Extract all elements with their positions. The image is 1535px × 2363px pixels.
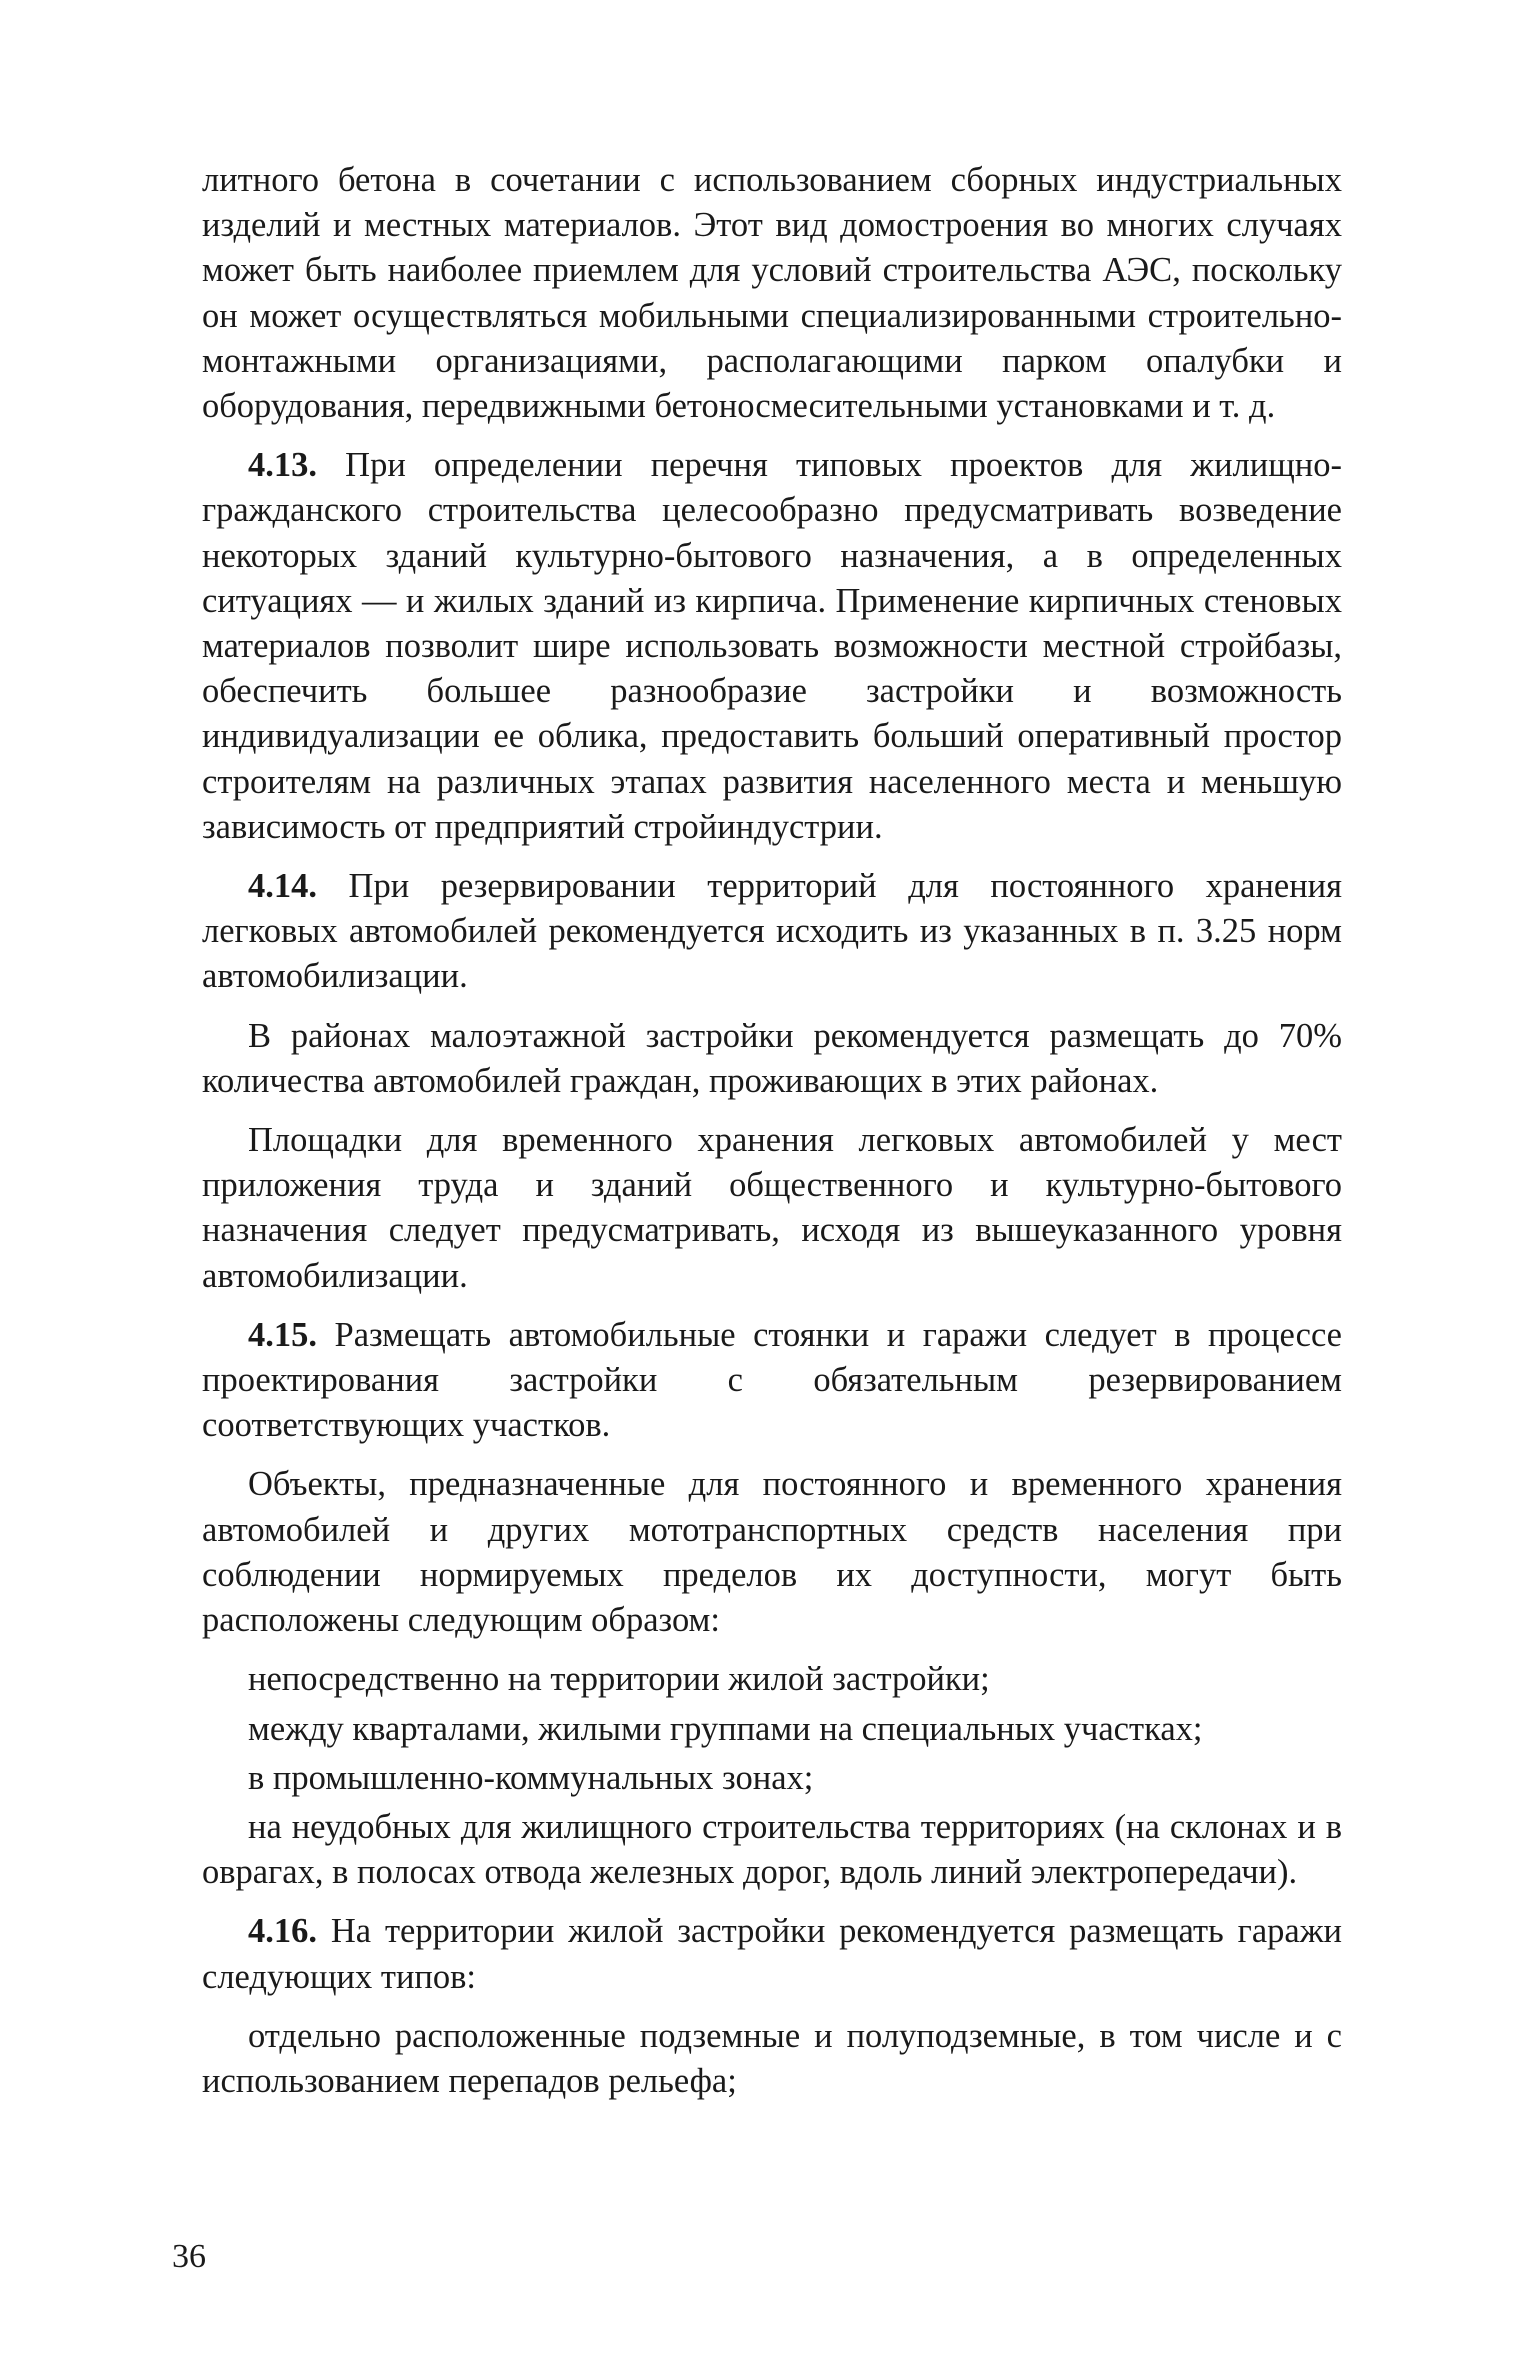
section-number: 4.14. — [248, 867, 317, 906]
paragraph-continuation: литного бетона в сочетании с использованием сборных индустриальных изделий и местных материалов. Этот вид домостроения во многих случаях может быть наиболее приемлем для условий строительства АЭС, поскольку он может осуществляться мобильными специализированными строительно-монтажными организациями, располагающими парком опалубки и оборудования, передвижными бетоносмесительными установками и т. д. — [202, 161, 1342, 426]
paragraph-storage-objects: Объекты, предназначенные для постоянного и временного хранения автомобилей и других мототранспортных средств населения при соблюдении нормируемых пределов их доступности, могут быть расположены следующим образом: — [202, 1465, 1342, 1640]
list-item: непосредственно на территории жилой застройки; — [248, 1660, 990, 1699]
document-page — [202, 158, 1342, 2108]
section-number: 4.13. — [248, 446, 317, 485]
section-4-13 — [202, 443, 1342, 850]
section-text: При определении перечня типовых проектов для жилищно-гражданского строительства целесообразно предусматривать возведение некоторых зданий культурно-бытового назначения, а в определенных ситуациях — и жилых зданий из кирпича. Применение кирпичных стеновых материалов позволит шире использовать возможности местной стройбазы, обеспечить большее разнообразие застройки и возможность индивидуализации ее облика, предоставить больший оперативный простор строителям на различных этапах развития населенного места и меньшую зависимость от предприятий стройиндустрии. — [202, 446, 1342, 846]
list-item: на неудобных для жилищного строительства территориях (на склонах и в оврагах, в полосах отвода железных дорог, вдоль линий электропередачи). — [202, 1807, 1342, 1892]
section-4-16 — [202, 1909, 1342, 1999]
paragraph-temporary-parking: Площадки для временного хранения легковых автомобилей у мест приложения труда и зданий общественного и культурно-бытового назначения следует предусматривать, исходя из вышеуказанного уровня автомобилизации. — [202, 1121, 1342, 1295]
list-item: между кварталами, жилыми группами на специальных участках; — [248, 1709, 1203, 1748]
section-4-15 — [202, 1313, 1342, 1449]
section-number: 4.16. — [248, 1912, 317, 1951]
section-text: На территории жилой застройки рекомендуется размещать гаражи следующих типов: — [202, 1912, 1342, 1996]
section-text: При резервировании территорий для постоянного хранения легковых автомобилей рекомендуется исходить из указанных в п. 3.25 норм автомобилизации. — [202, 867, 1342, 996]
page-number: 36 — [172, 2238, 206, 2275]
paragraph-lowrise-districts: В районах малоэтажной застройки рекомендуется размещать до 70% количества автомобилей граждан, проживающих в этих районах. — [202, 1016, 1342, 1100]
list-item: в промышленно-коммунальных зонах; — [248, 1758, 814, 1797]
section-text: Размещать автомобильные стоянки и гаражи следует в процессе проектирования застройки с обязательным резервированием соответствующих участков. — [202, 1315, 1342, 1445]
section-4-14 — [202, 864, 1342, 1000]
section-number: 4.15. — [248, 1315, 317, 1354]
list-item: отдельно расположенные подземные и полуподземные, в том числе и с использованием перепадов рельефа; — [202, 2016, 1342, 2100]
